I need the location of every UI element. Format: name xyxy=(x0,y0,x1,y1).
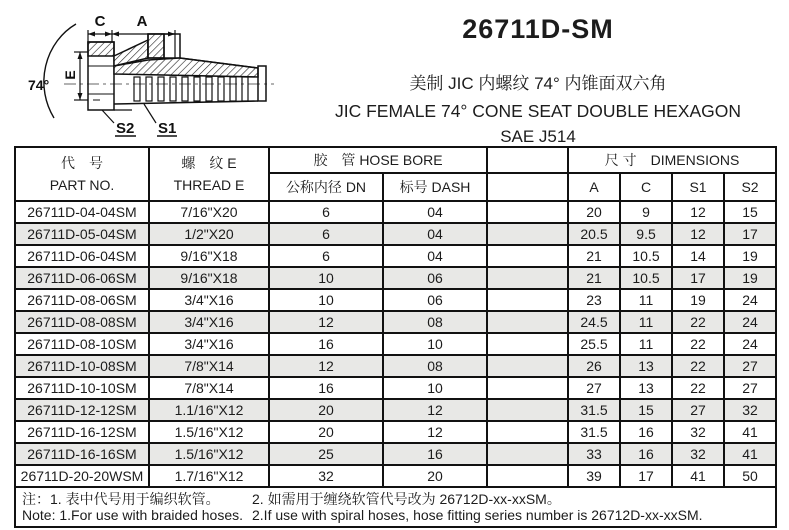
column-header-s1: S1 xyxy=(672,173,724,201)
cell-dash: 08 xyxy=(383,355,487,377)
cell-thread: 1/2"X20 xyxy=(149,223,269,245)
fitting-technical-drawing xyxy=(6,6,291,141)
cell-thread: 9/16"X18 xyxy=(149,245,269,267)
column-header-a: A xyxy=(568,173,620,201)
table-row xyxy=(15,333,776,355)
cell-dn: 16 xyxy=(269,377,383,399)
cell-s2: 15 xyxy=(724,201,776,223)
cell-dn: 12 xyxy=(269,355,383,377)
hose-barbs xyxy=(134,77,248,101)
cell-dn: 25 xyxy=(269,443,383,465)
part-no-header-cn: 代 号 xyxy=(61,155,103,171)
cell-a: 26 xyxy=(568,355,620,377)
cell-s1: 32 xyxy=(672,421,724,443)
spacer-cell xyxy=(487,245,568,267)
thread-header-en: THREAD E xyxy=(173,177,245,193)
cell-thread: 7/16"X20 xyxy=(149,201,269,223)
cell-dn: 10 xyxy=(269,289,383,311)
cell-c: 13 xyxy=(620,355,672,377)
spacer-cell xyxy=(487,223,568,245)
table-row xyxy=(15,201,776,223)
cell-c: 11 xyxy=(620,333,672,355)
cell-c: 13 xyxy=(620,377,672,399)
cell-part-no: 26711D-06-06SM xyxy=(15,267,149,289)
label-s2 xyxy=(102,110,136,137)
cell-dash: 08 xyxy=(383,311,487,333)
cell-part-no: 26711D-05-04SM xyxy=(15,223,149,245)
cell-c: 10.5 xyxy=(620,245,672,267)
cell-dash: 04 xyxy=(383,245,487,267)
cell-dash: 20 xyxy=(383,465,487,487)
table-row xyxy=(15,355,776,377)
column-header-s2: S2 xyxy=(724,173,776,201)
spacer-cell xyxy=(487,421,568,443)
spacer-cell xyxy=(487,333,568,355)
cell-c: 9 xyxy=(620,201,672,223)
table-row xyxy=(15,245,776,267)
cell-s1: 22 xyxy=(672,311,724,333)
cell-c: 17 xyxy=(620,465,672,487)
cell-a: 27 xyxy=(568,377,620,399)
cell-dn: 6 xyxy=(269,223,383,245)
cell-a: 33 xyxy=(568,443,620,465)
cell-a: 25.5 xyxy=(568,333,620,355)
cell-s1: 22 xyxy=(672,377,724,399)
cell-dn: 16 xyxy=(269,333,383,355)
cell-dash: 06 xyxy=(383,267,487,289)
spacer-cell xyxy=(487,465,568,487)
cell-a: 31.5 xyxy=(568,421,620,443)
cell-thread: 1.7/16"X12 xyxy=(149,465,269,487)
cell-c: 15 xyxy=(620,399,672,421)
cell-s1: 22 xyxy=(672,355,724,377)
cell-a: 24.5 xyxy=(568,311,620,333)
table-row xyxy=(15,377,776,399)
cell-part-no: 26711D-08-08SM xyxy=(15,311,149,333)
cell-s2: 19 xyxy=(724,267,776,289)
cell-dn: 10 xyxy=(269,267,383,289)
cell-thread: 7/8"X14 xyxy=(149,355,269,377)
dim-label-c: C xyxy=(94,13,106,30)
cell-dash: 12 xyxy=(383,399,487,421)
subtitle-english: JIC FEMALE 74° CONE SEAT DOUBLE HEXAGON xyxy=(334,101,742,121)
note-cn-2: 2. 如需用于缠绕软管代号改为 26712D-xx-xxSM。 xyxy=(252,491,561,507)
cell-s1: 14 xyxy=(672,245,724,267)
table-row xyxy=(15,399,776,421)
column-header-dash: 标号 DASH xyxy=(383,173,487,201)
cell-thread: 9/16"X18 xyxy=(149,267,269,289)
cell-part-no: 26711D-12-12SM xyxy=(15,399,149,421)
table-row xyxy=(15,289,776,311)
cell-s2: 17 xyxy=(724,223,776,245)
dim-label-e: E xyxy=(62,70,78,80)
cell-thread: 3/4"X16 xyxy=(149,311,269,333)
specification-table xyxy=(14,146,777,528)
standard-reference: SAE J514 xyxy=(500,127,576,146)
cell-s1: 22 xyxy=(672,333,724,355)
page-title: 26711D-SM xyxy=(462,14,614,44)
cell-s2: 27 xyxy=(724,355,776,377)
cell-dash: 04 xyxy=(383,223,487,245)
s2-label-text: S2 xyxy=(116,120,135,137)
cell-a: 20 xyxy=(568,201,620,223)
cell-c: 11 xyxy=(620,311,672,333)
notes-row xyxy=(15,487,776,527)
cell-dn: 12 xyxy=(269,311,383,333)
cell-s2: 41 xyxy=(724,421,776,443)
angle-label: 74° xyxy=(28,77,50,93)
dim-label-a: A xyxy=(136,13,148,30)
cell-c: 16 xyxy=(620,443,672,465)
cell-part-no: 26711D-10-08SM xyxy=(15,355,149,377)
column-header-dn: 公称内径 DN xyxy=(269,173,383,201)
cell-dn: 6 xyxy=(269,245,383,267)
note-line-cn xyxy=(22,491,769,507)
cell-s1: 19 xyxy=(672,289,724,311)
cell-part-no: 26711D-10-10SM xyxy=(15,377,149,399)
note-en-2: 2.If use with spiral hoses, hose fitting series number is 26712D-xx-xxSM. xyxy=(252,507,703,523)
table-row xyxy=(15,223,776,245)
cell-thread: 3/4"X16 xyxy=(149,333,269,355)
cell-thread: 1.5/16"X12 xyxy=(149,443,269,465)
table-row xyxy=(15,311,776,333)
cell-s1: 12 xyxy=(672,223,724,245)
table-row xyxy=(15,465,776,487)
cell-dash: 06 xyxy=(383,289,487,311)
cell-s2: 24 xyxy=(724,289,776,311)
table-row xyxy=(15,267,776,289)
spacer-cell xyxy=(487,267,568,289)
notes-cell xyxy=(15,487,776,527)
cell-thread: 1.1/16"X12 xyxy=(149,399,269,421)
cell-part-no: 26711D-04-04SM xyxy=(15,201,149,223)
spacer-cell xyxy=(487,311,568,333)
note-en-1: Note: 1.For use with braided hoses. xyxy=(22,507,244,523)
cell-part-no: 26711D-16-12SM xyxy=(15,421,149,443)
cell-s2: 24 xyxy=(724,311,776,333)
note-cn-1: 注：1. 表中代号用于编织软管。 xyxy=(22,491,220,507)
title-block xyxy=(295,14,781,147)
cell-dn: 20 xyxy=(269,421,383,443)
cell-dn: 32 xyxy=(269,465,383,487)
cell-part-no: 26711D-20-20WSM xyxy=(15,465,149,487)
spacer-cell xyxy=(487,443,568,465)
spacer-cell xyxy=(487,399,568,421)
table-body xyxy=(15,201,776,487)
cell-s1: 27 xyxy=(672,399,724,421)
cell-dn: 6 xyxy=(269,201,383,223)
cell-a: 20.5 xyxy=(568,223,620,245)
cell-s1: 32 xyxy=(672,443,724,465)
group-header-dimensions: 尺 寸 DIMENSIONS xyxy=(568,147,776,173)
spacer-cell xyxy=(487,377,568,399)
part-no-header-en: PART NO. xyxy=(49,177,115,193)
spacer-header-top xyxy=(487,147,568,173)
cell-part-no: 26711D-06-04SM xyxy=(15,245,149,267)
cell-a: 39 xyxy=(568,465,620,487)
cell-s2: 24 xyxy=(724,333,776,355)
note-line-en xyxy=(22,507,769,523)
table-row xyxy=(15,421,776,443)
cell-s2: 19 xyxy=(724,245,776,267)
cell-a: 21 xyxy=(568,267,620,289)
cell-dn: 20 xyxy=(269,399,383,421)
cell-s2: 27 xyxy=(724,377,776,399)
fitting-body xyxy=(88,34,266,110)
column-header-thread xyxy=(149,147,269,201)
s1-label-text: S1 xyxy=(158,120,177,137)
cell-a: 23 xyxy=(568,289,620,311)
column-header-c: C xyxy=(620,173,672,201)
label-s1 xyxy=(144,104,177,137)
cell-a: 21 xyxy=(568,245,620,267)
cell-dash: 16 xyxy=(383,443,487,465)
spacer-cell xyxy=(487,289,568,311)
table-row xyxy=(15,443,776,465)
cell-s2: 32 xyxy=(724,399,776,421)
cell-a: 31.5 xyxy=(568,399,620,421)
cell-dash: 10 xyxy=(383,333,487,355)
cell-s2: 41 xyxy=(724,443,776,465)
cell-s2: 50 xyxy=(724,465,776,487)
cell-c: 10.5 xyxy=(620,267,672,289)
cell-c: 11 xyxy=(620,289,672,311)
spacer-header-bottom xyxy=(487,173,568,201)
cell-c: 16 xyxy=(620,421,672,443)
cell-s1: 41 xyxy=(672,465,724,487)
cell-c: 9.5 xyxy=(620,223,672,245)
cell-part-no: 26711D-16-16SM xyxy=(15,443,149,465)
cell-thread: 7/8"X14 xyxy=(149,377,269,399)
cell-dash: 04 xyxy=(383,201,487,223)
subtitle-chinese: 美制 JIC 内螺纹 74° 内锥面双六角 xyxy=(409,74,667,93)
column-header-part-no xyxy=(15,147,149,201)
cell-thread: 1.5/16"X12 xyxy=(149,421,269,443)
cell-s1: 17 xyxy=(672,267,724,289)
spacer-cell xyxy=(487,355,568,377)
cell-dash: 12 xyxy=(383,421,487,443)
cell-thread: 3/4"X16 xyxy=(149,289,269,311)
cell-dash: 10 xyxy=(383,377,487,399)
group-header-hose-bore: 胶 管 HOSE BORE xyxy=(269,147,487,173)
cell-part-no: 26711D-08-06SM xyxy=(15,289,149,311)
thread-header-cn: 螺 纹 E xyxy=(181,155,237,171)
cell-s1: 12 xyxy=(672,201,724,223)
spacer-cell xyxy=(487,201,568,223)
cell-part-no: 26711D-08-10SM xyxy=(15,333,149,355)
